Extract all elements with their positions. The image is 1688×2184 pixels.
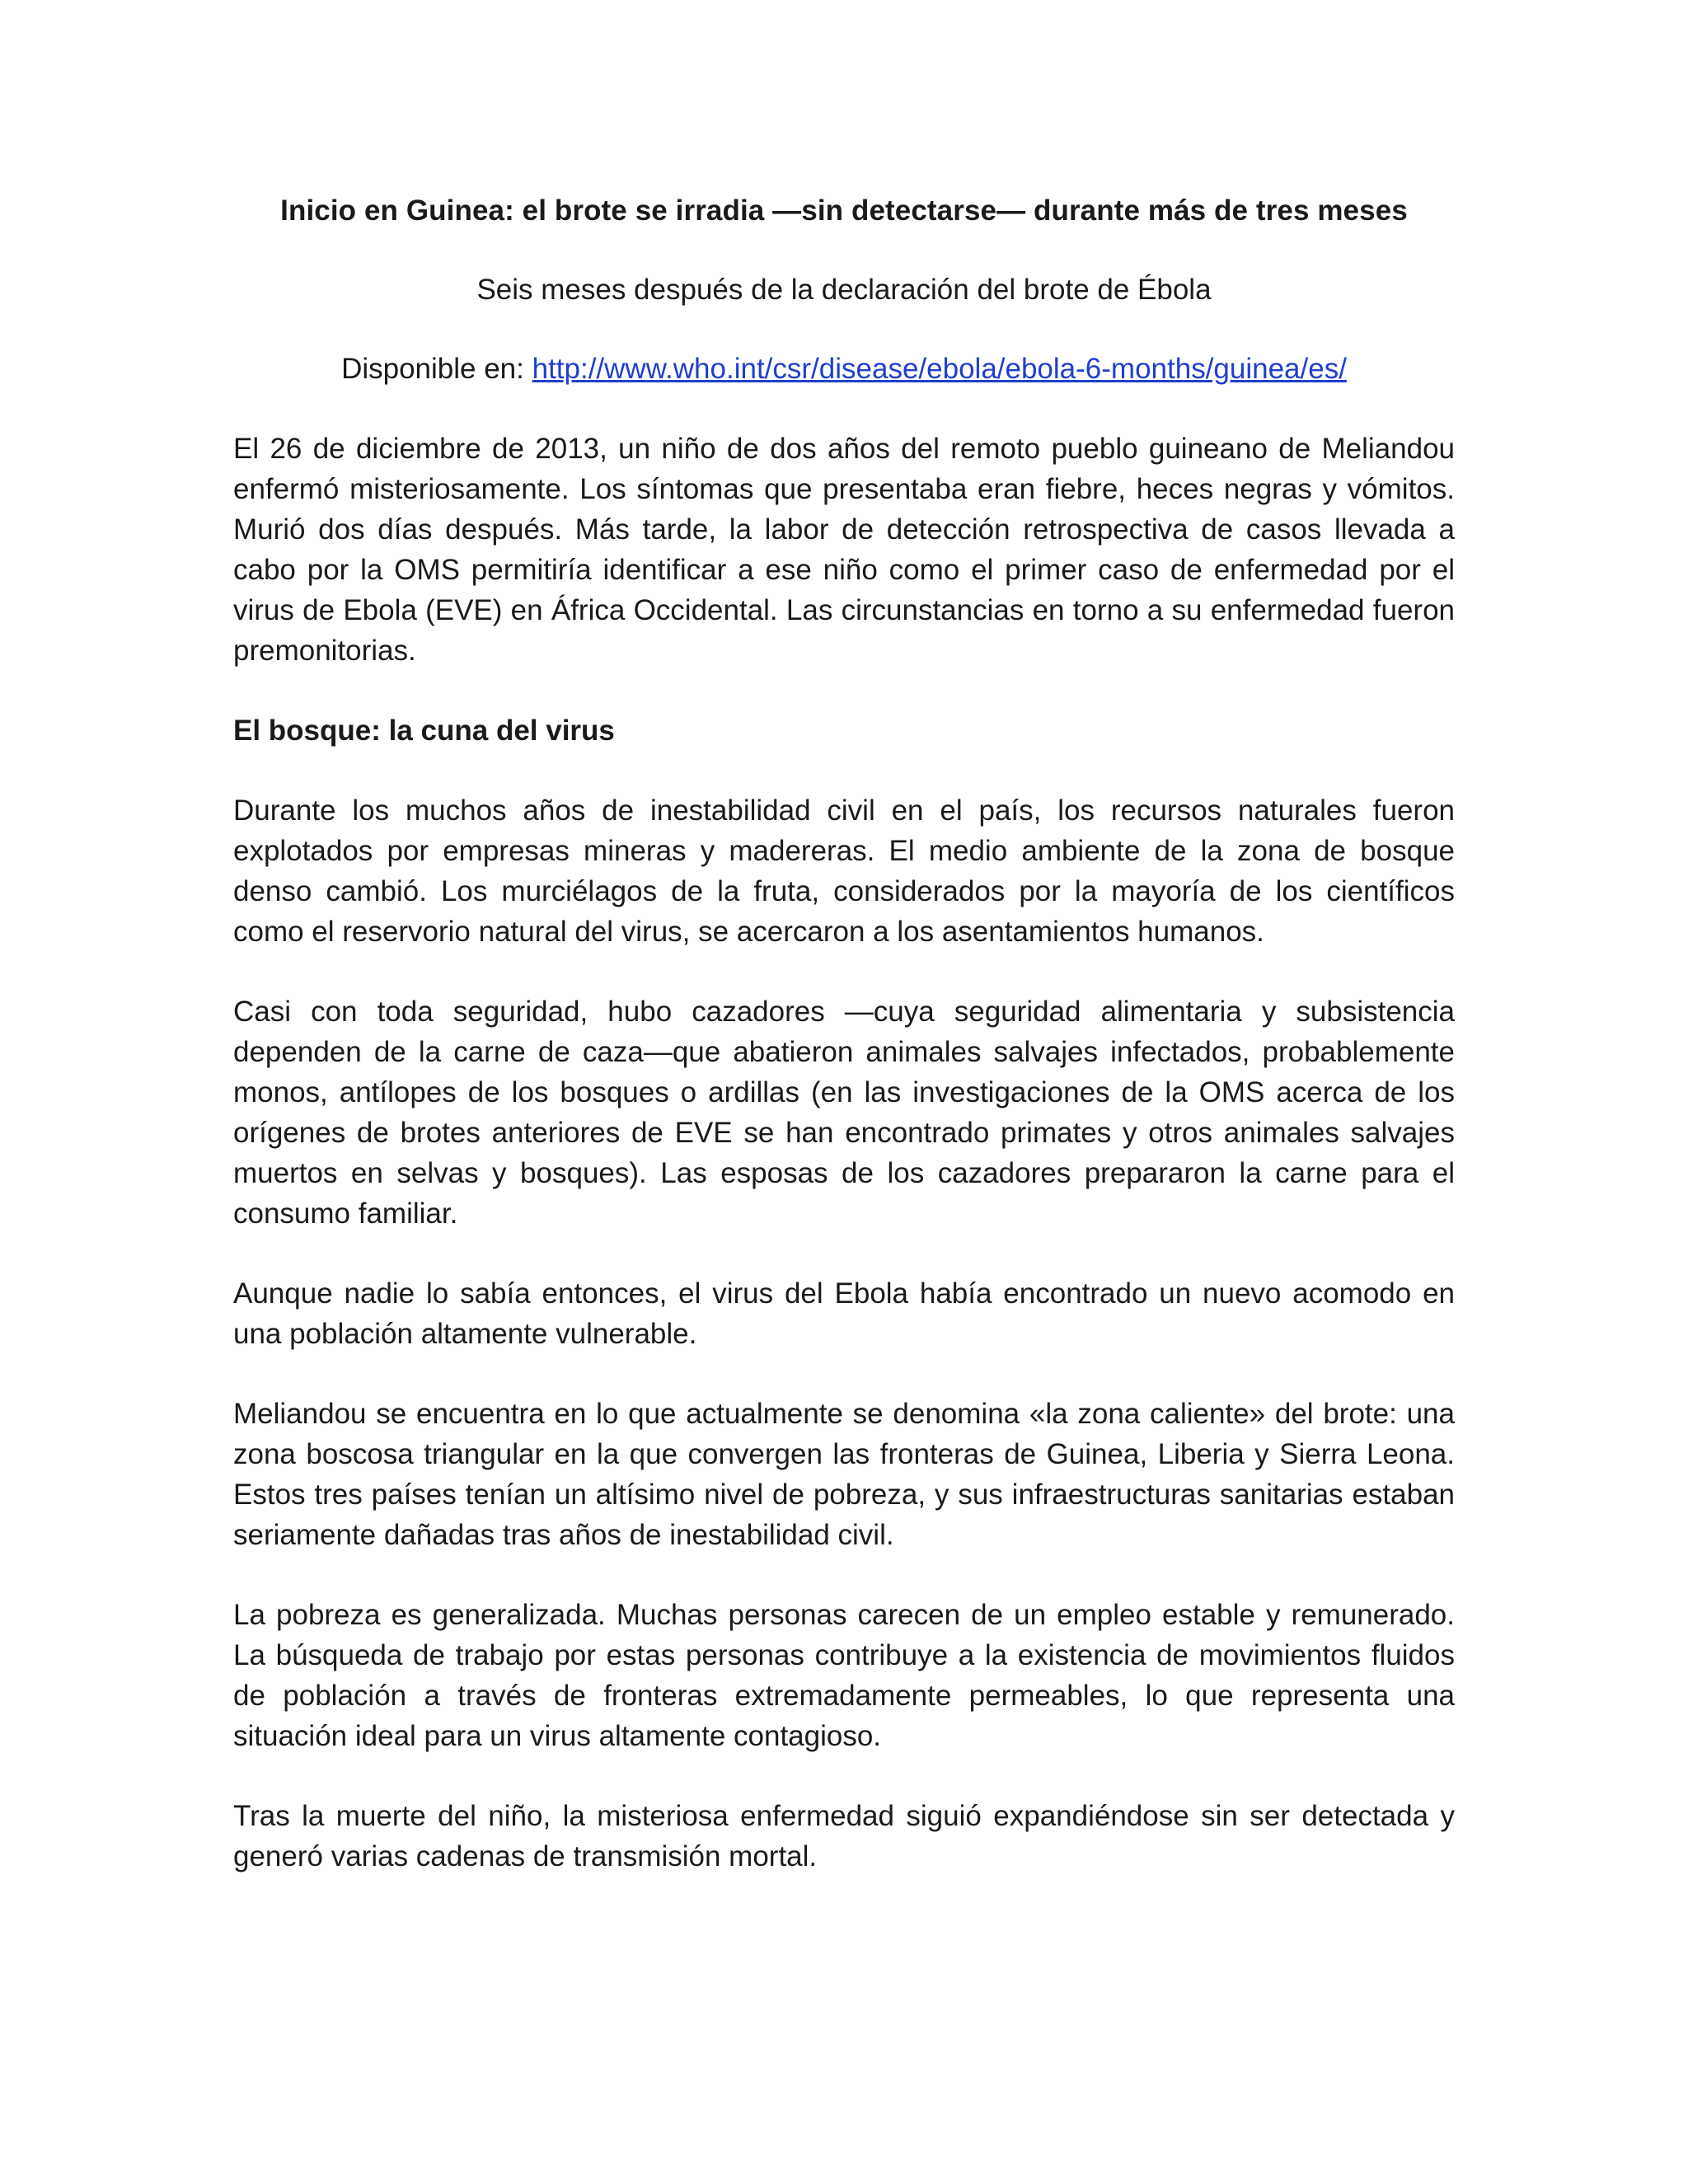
body-paragraph-3: Aunque nadie lo sabía entonces, el virus del Ebola había encontrado un nuevo acomodo en una población altamente vulnerable. [233,1277,1455,1350]
intro-paragraph: El 26 de diciembre de 2013, un niño de dos años del remoto pueblo guineano de Meliandou enfermó misteriosamente. Los síntomas que presentaba eran fiebre, heces negras y vómitos. Murió dos días después. Más tarde, la labor de detección retrospectiva de casos llevada a cabo por la OMS permitiría identificar a ese niño como el primer caso de enfermedad por el virus de Ebola (EVE) en África Occidental. Las circunstancias en torno a su enfermedad fueron premonitorias. [233,433,1455,667]
body-paragraph-4: Meliandou se encuentra en lo que actualmente se denomina «la zona caliente» del brote: una zona boscosa triangular en la que convergen las fronteras de Guinea, Liberia y Sierra Leona. Estos tres países tenían un altísimo nivel de pobreza, y sus infraestructuras sanitarias estaban seriamente dañadas tras años de inestabilidad civil. [233,1398,1455,1551]
body-paragraph-1: Durante los muchos años de inestabilidad civil en el país, los recursos naturales fueron explotados por empresas mineras y madereras. El medio ambiente de la zona de bosque denso cambió. Los murciélagos de la fruta, considerados por la mayoría de los científicos como el reservorio natural del virus, se acercaron a los asentamientos humanos. [233,794,1455,948]
source-line [233,349,1455,389]
document-page [233,191,1455,1877]
body-paragraph-2: Casi con toda seguridad, hubo cazadores —cuya seguridad alimentaria y subsistencia dependen de la carne de caza—que abatieron animales salvajes infectados, probablemente monos, antílopes de los bosques o ardillas (en las investigaciones de la OMS acerca de los orígenes de brotes anteriores de EVE se han encontrado primates y otros animales salvajes muertos en selvas y bosques). Las esposas de los cazadores prepararon la carne para el consumo familiar. [233,996,1455,1230]
source-label: Disponible en: [341,353,532,385]
body-paragraph-6: Tras la muerte del niño, la misteriosa enfermedad siguió expandiéndose sin ser detectada y generó varias cadenas de transmisión mortal. [233,1800,1455,1872]
section-heading: El bosque: la cuna del virus [233,715,615,747]
source-link[interactable]: http://www.who.int/csr/disease/ebola/ebola-6-months/guinea/es/ [532,353,1347,385]
document-title: Inicio en Guinea: el brote se irradia —sin detectarse— durante más de tres meses [280,194,1408,227]
body-paragraph-5: La pobreza es generalizada. Muchas personas carecen de un empleo estable y remunerado. La búsqueda de trabajo por estas personas contribuye a la existencia de movimientos fluidos de población a través de fronteras extremadamente permeables, lo que representa una situación ideal para un virus altamente contagioso. [233,1599,1455,1752]
document-subtitle: Seis meses después de la declaración del brote de Ébola [476,274,1212,306]
